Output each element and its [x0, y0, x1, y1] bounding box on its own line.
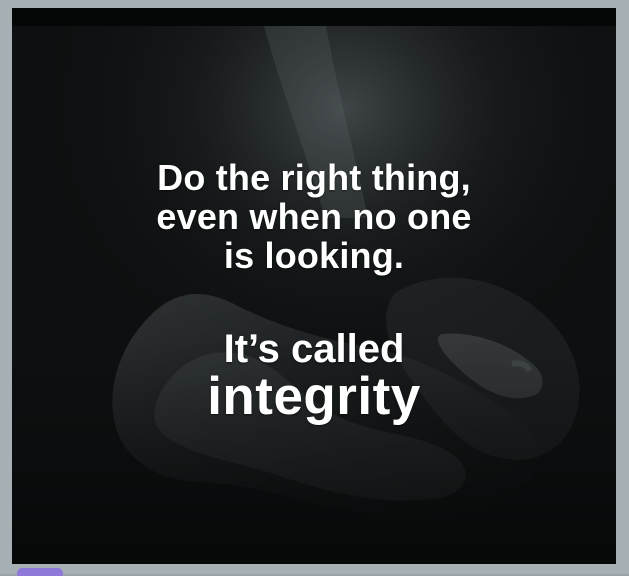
- quote-image: [12, 8, 616, 564]
- quote-text-block: [12, 8, 616, 564]
- bottom-indicator: [17, 568, 63, 576]
- quote-emphasis-word: integrity: [207, 367, 421, 426]
- quote-line-4: It’s called: [223, 327, 405, 371]
- quote-line-3: is looking.: [223, 235, 405, 276]
- quote-line-2: even when no one: [156, 196, 472, 237]
- quote-line-1: Do the right thing,: [157, 157, 471, 198]
